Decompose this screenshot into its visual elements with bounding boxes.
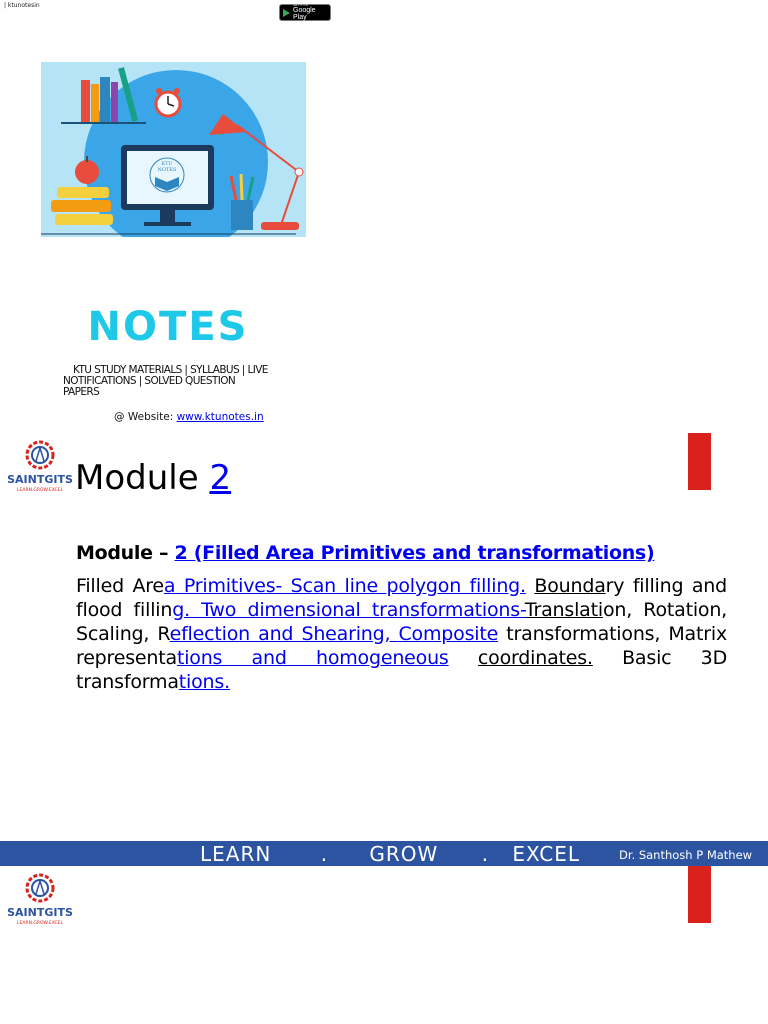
module-title-prefix: Module [75,458,210,498]
slogan-dot: . [320,842,329,866]
slogan-dot: . [481,842,490,866]
website-line [114,411,264,423]
svg-text:LEARN.GROW.EXCEL: LEARN.GROW.EXCEL [17,921,63,926]
body-text: tions, Matrix representa [76,623,727,669]
footer-band [0,841,768,866]
module-heading-link[interactable]: 2 (Filled Area Primitives and transformations) [174,542,655,564]
play-badge-small-text: GET IT ON [293,3,308,7]
svg-text:LEARN.GROW.EXCEL: LEARN.GROW.EXCEL [17,488,63,493]
svg-text:SAINTGITS: SAINTGITS [7,906,73,919]
study-desk-illustration [41,62,306,237]
brand-small-text: | ktunotesin [4,2,40,9]
play-badge-big-text: Google Play [293,7,316,21]
red-accent-bar [688,433,711,490]
body-text: Filled Are [76,575,164,597]
module-heading-prefix: Module – [76,542,175,564]
svg-text:KTU: KTU [161,161,173,167]
slogan-grow: GROW [369,842,439,866]
footer-slogan [200,842,580,866]
body-text: ry filling and flood fillin [76,575,727,621]
body-link[interactable]: a Primitives- Scan line polygon filling. [163,575,526,597]
stacked-books-icon [51,187,113,225]
module-syllabus-text [76,574,727,694]
svg-text:SAINTGITS: SAINTGITS [7,473,73,486]
body-link[interactable]: eflection and Shearing, Composite [169,623,499,645]
tagline: KTU STUDY MATERIALS | SYLLABUS | LIVE NOTIFICATIONS | SOLVED QUESTION PAPERS [63,364,268,398]
body-text: on, Rotation, Scaling, R [76,599,728,645]
website-link[interactable]: www.ktunotes.in [176,411,264,423]
svg-text:NOTES: NOTES [87,304,249,350]
body-link[interactable]: tions. [178,671,230,693]
svg-text:NOTES: NOTES [157,167,177,173]
body-text: Basic 3D transforma [76,647,727,693]
body-link[interactable]: tions and homogeneous [176,647,449,669]
body-underlined-text: Bounda [534,575,606,597]
module-title [75,458,231,498]
slogan-excel: EXCEL [512,842,581,866]
slogan-learn: LEARN [200,842,272,866]
clock-icon [156,88,180,116]
body-link[interactable]: g. Two dimensional transformations- [172,599,525,621]
red-accent-bar [688,866,711,923]
play-icon [283,9,290,17]
shelf [61,122,146,124]
module-number-link[interactable]: 2 [209,458,232,498]
google-play-badge[interactable] [279,4,331,21]
saintgits-logo [7,437,73,497]
saintgits-logo [7,870,73,930]
body-text: transforma [498,623,610,645]
module-heading [76,542,654,564]
website-label: @ Website: [114,411,177,423]
body-text [449,647,478,669]
author-name: Dr. Santhosh P Mathew [619,848,753,862]
body-underlined-text: coordinates. [477,647,593,669]
notes-logo [80,300,256,352]
body-underlined-text: Translati [524,599,603,621]
